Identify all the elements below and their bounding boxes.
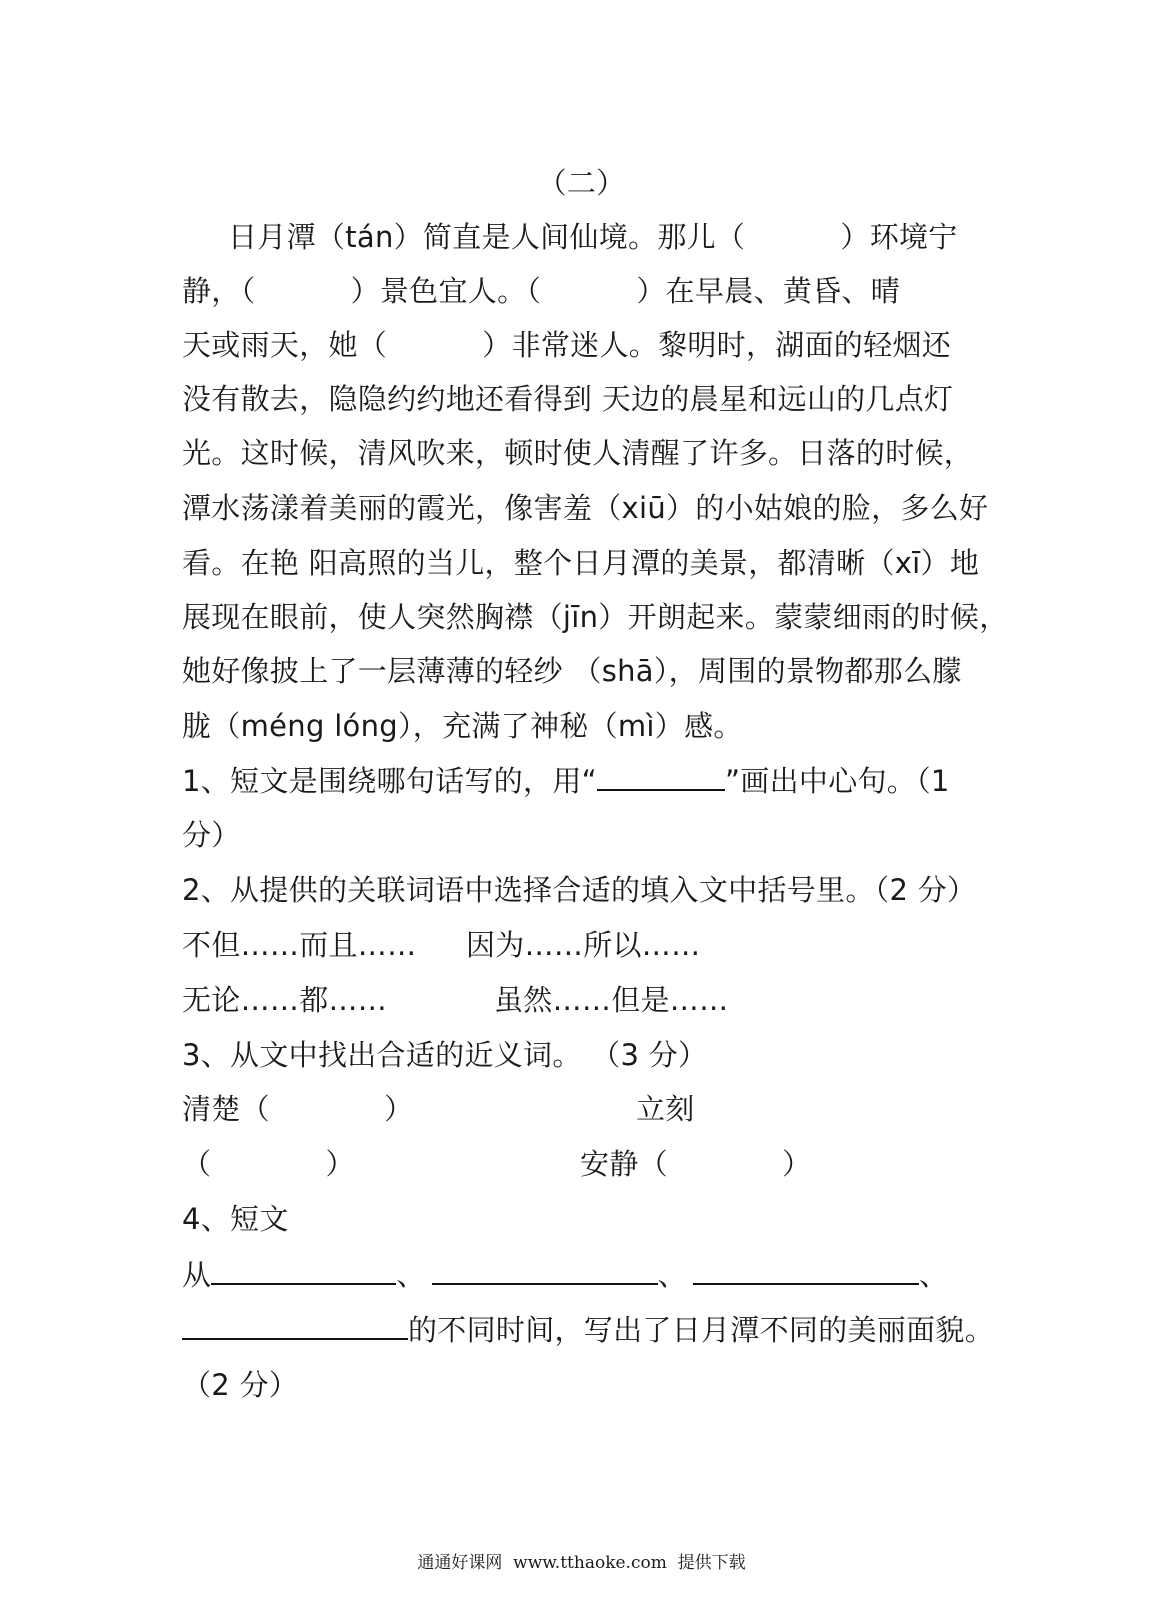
passage-line: 静，（ ）景色宜人。（ ）在早晨、黄昏、晴 (182, 274, 901, 308)
separator: 、 (918, 1258, 949, 1292)
synonym-blank[interactable]: 安静（ ） (580, 1147, 812, 1181)
connective-option: 不但……而且…… (182, 928, 417, 962)
connective-option: 虽然……但是…… (494, 983, 729, 1017)
underline-sample (597, 761, 725, 791)
synonym-blank[interactable]: 清楚（ ） (182, 1092, 414, 1126)
question-1-text-after: ”画出中心句。（1 (724, 764, 950, 798)
answer-blank[interactable] (432, 1255, 658, 1285)
answer-blank[interactable] (182, 1310, 408, 1340)
question-4-tail: 的不同时间，写出了日月潭不同的美丽面貌。 (408, 1313, 995, 1347)
question-4-line-2 (182, 1310, 994, 1350)
passage-line: 日月潭（tán）简直是人间仙境。那儿（ ）环境宁 (228, 220, 958, 254)
answer-blank[interactable] (693, 1255, 919, 1285)
passage-line: 潭水荡漾着美丽的霞光，像害羞（xiū）的小姑娘的脸，多么好 (182, 491, 989, 525)
passage-line: 胧（méng lóng），充满了神秘（mì）感。 (182, 709, 743, 743)
question-3: 3、从文中找出合适的近义词。 （3 分） (182, 1038, 708, 1072)
from-label: 从 (182, 1258, 212, 1292)
question-1 (182, 761, 950, 801)
passage-line: 没有散去，隐隐约约地还看得到 天边的晨星和远山的几点灯 (182, 382, 954, 416)
passage-line: 光。这时候，清风吹来，顿时使人清醒了许多。日落的时候， (182, 436, 974, 470)
separator: 、 (396, 1258, 426, 1292)
question-4: 4、短文 (182, 1202, 289, 1236)
question-1-text-before: 1、短文是围绕哪句话写的，用“ (182, 764, 597, 798)
connective-option: 无论……都…… (182, 983, 388, 1017)
question-4-blanks (182, 1255, 948, 1295)
page-footer: 通通好课网 www.tthaoke.com 提供下载 (417, 1553, 746, 1573)
passage-line: 她好像披上了一层薄薄的轻纱 （shā），周围的景物都那么朦 (182, 654, 962, 688)
synonym-word: 立刻 (636, 1092, 695, 1126)
question-2: 2、从提供的关联词语中选择合适的填入文中括号里。（2 分） (182, 873, 977, 907)
passage-line: 看。在艳 阳高照的当儿，整个日月潭的美景，都清晰（xī）地 (182, 546, 980, 580)
passage-line: 展现在眼前，使人突然胸襟（jīn）开朗起来。蒙蒙细雨的时候， (182, 600, 1009, 634)
passage-line: 天或雨天，她（ ）非常迷人。黎明时，湖面的轻烟还 (182, 328, 952, 362)
connective-option: 因为……所以…… (466, 928, 701, 962)
synonym-blank[interactable]: （ ） (182, 1147, 355, 1181)
section-heading: （二） (537, 166, 626, 200)
separator: 、 (657, 1258, 687, 1292)
question-1-line-2: 分） (182, 818, 241, 852)
answer-blank[interactable] (211, 1255, 396, 1285)
question-4-score: （2 分） (182, 1368, 299, 1402)
